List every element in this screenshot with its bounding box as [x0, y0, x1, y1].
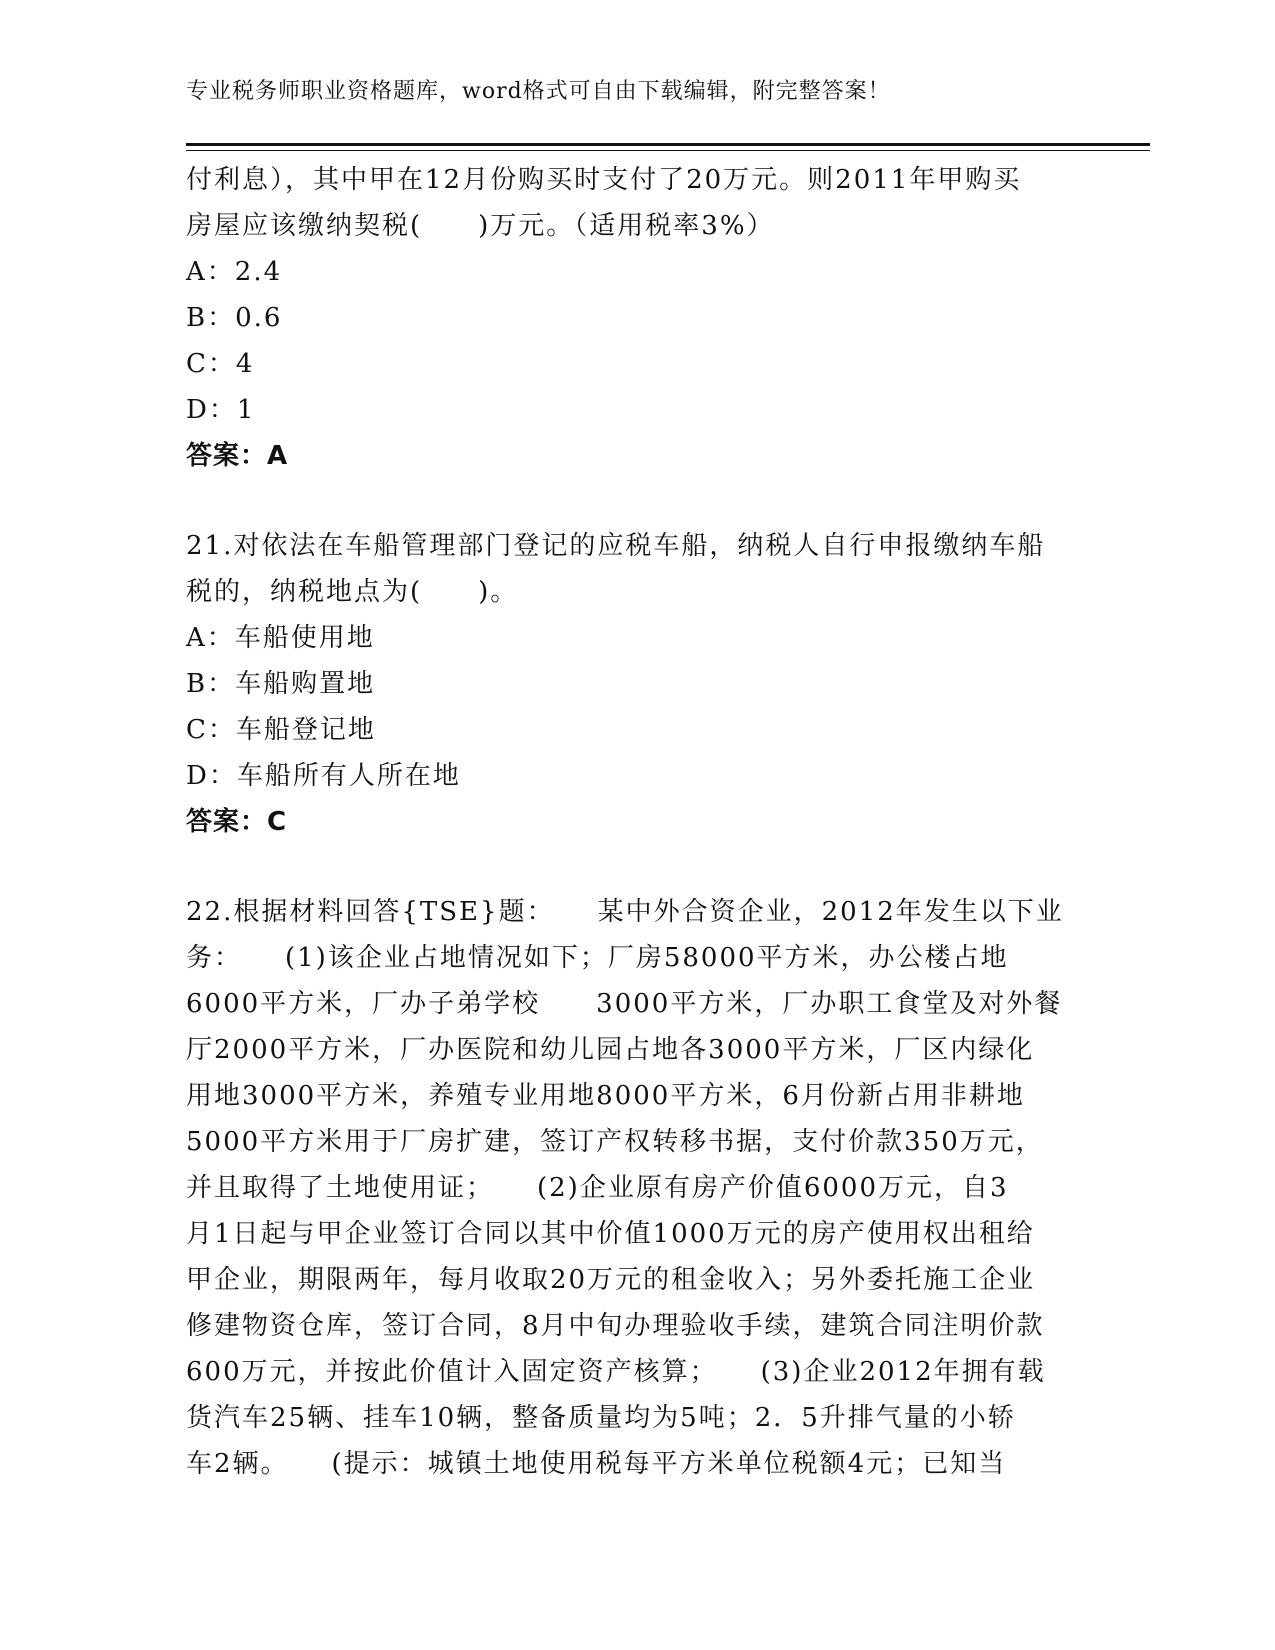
question-text-line: 5000平方米用于厂房扩建，签订产权转移书据，支付价款350万元，: [186, 1127, 1044, 1157]
question-block-20: [186, 157, 1086, 479]
option-a: A：车船使用地: [186, 623, 375, 653]
question-text-line: 付利息），其中甲在12月份购买时支付了20万元。则2011年甲购买: [186, 165, 1022, 195]
question-text-line: 22.根据材料回答{TSE}题： 某中外合资企业，2012年发生以下业: [186, 897, 1064, 927]
option-c: C：车船登记地: [186, 715, 376, 745]
question-text-line: 用地3000平方米，养殖专业用地8000平方米，6月份新占用非耕地: [186, 1081, 1025, 1111]
spacer: [186, 845, 1086, 889]
question-text-line: 货汽车25辆、挂车10辆，整备质量均为5吨；2．5升排气量的小轿: [186, 1403, 1016, 1433]
question-text-line: 并且取得了土地使用证； (2)企业原有房产价值6000万元，自3: [186, 1173, 1009, 1203]
question-text-line: 车2辆。 (提示：城镇土地使用税每平方米单位税额4元；已知当: [186, 1449, 1007, 1479]
question-text-line: 6000平方米，厂办子弟学校 3000平方米，厂办职工食堂及对外餐: [186, 989, 1063, 1019]
question-content: [186, 157, 1086, 1487]
question-text-line: 600万元，并按此价值计入固定资产核算； (3)企业2012年拥有载: [186, 1357, 1046, 1387]
page-header: 专业税务师职业资格题库，word格式可自由下载编辑，附完整答案！: [186, 79, 891, 104]
header-rule-thin: [186, 150, 1150, 151]
option-a: A：2.4: [186, 257, 283, 287]
option-b: B：车船购置地: [186, 669, 376, 699]
question-text-line: 务： (1)该企业占地情况如下；厂房58000平方米，办公楼占地: [186, 943, 1009, 973]
option-d: D：车船所有人所在地: [186, 761, 461, 791]
option-d: D：1: [186, 395, 256, 425]
question-text-line: 月1日起与甲企业签订合同以其中价值1000万元的房产使用权出租给: [186, 1219, 1035, 1249]
question-text-line: 房屋应该缴纳契税( )万元。（适用税率3%）: [186, 211, 775, 241]
question-text-line: 修建物资仓库，签订合同，8月中旬办理验收手续，建筑合同注明价款: [186, 1311, 1045, 1341]
question-block-21: [186, 523, 1086, 845]
option-c: C：4: [186, 349, 255, 379]
header-rule-thick: [186, 143, 1150, 146]
question-text-line: 税的，纳税地点为( )。: [186, 577, 519, 607]
question-block-22: [186, 889, 1086, 1487]
answer-label: 答案：C: [186, 807, 288, 837]
spacer: [186, 479, 1086, 523]
question-text-line: 厅2000平方米，厂办医院和幼儿园占地各3000平方米，厂区内绿化: [186, 1035, 1035, 1065]
question-text-line: 甲企业，期限两年，每月收取20万元的租金收入；另外委托施工企业: [186, 1265, 1036, 1295]
question-text-line: 21.对依法在车船管理部门登记的应税车船，纳税人自行申报缴纳车船: [186, 531, 1046, 561]
answer-label: 答案：A: [186, 441, 289, 471]
option-b: B：0.6: [186, 303, 283, 333]
